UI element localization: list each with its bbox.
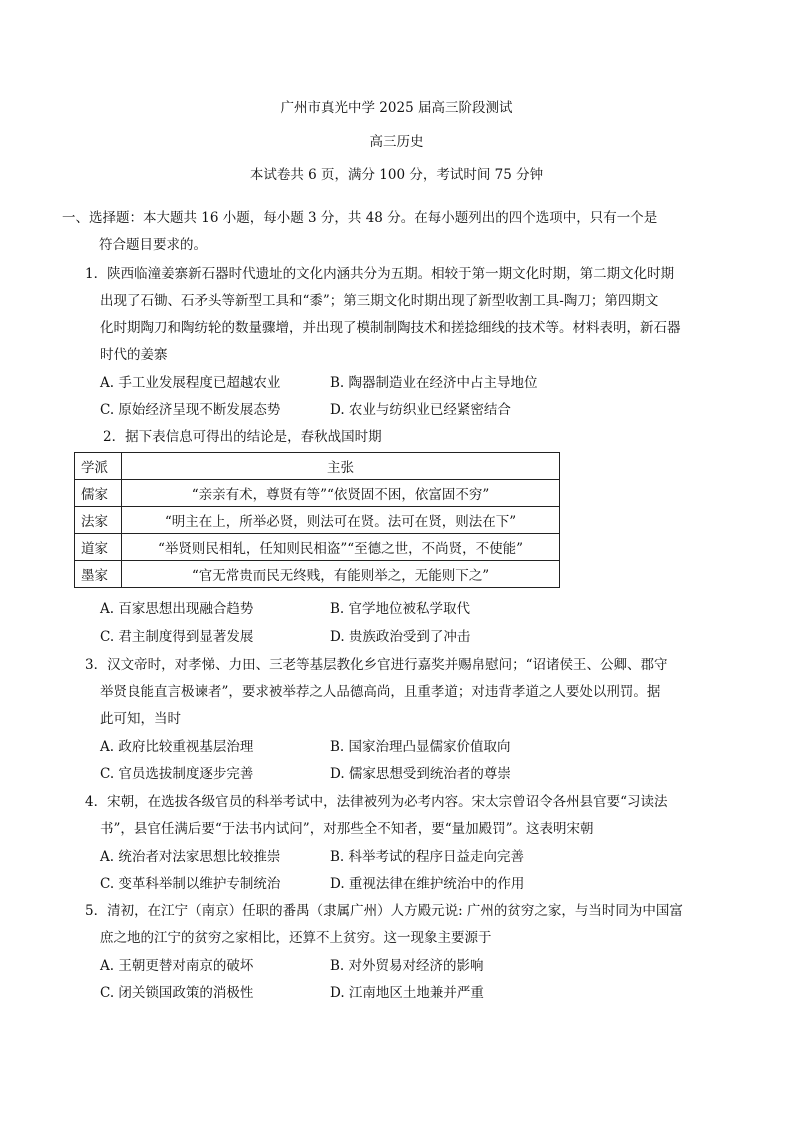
q3-option-a[interactable]: A. 政府比较重视基层治理: [100, 739, 254, 755]
q5-option-a[interactable]: A. 王朝更替对南京的破坏: [100, 958, 254, 974]
q5-option-b[interactable]: B. 对外贸易对经济的影响: [330, 958, 484, 974]
q3-stem-line: 此可知，当时: [100, 711, 181, 727]
table-row: [75, 561, 560, 588]
q4-option-d[interactable]: D. 重视法律在维护统治中的作用: [330, 876, 525, 892]
table-header-cell: 主张: [122, 453, 560, 480]
table-row: [75, 480, 560, 507]
q1-option-c[interactable]: C. 原始经济呈现不断发展态势: [100, 402, 281, 418]
q4-option-a[interactable]: A. 统治者对法家思想比较推崇: [100, 849, 281, 865]
section-heading: 一、选择题：本大题共 16 小题，每小题 3 分，共 48 分。在每小题列出的四个选项中，只有一个是: [62, 210, 658, 226]
q3-option-c[interactable]: C. 官员选拔制度逐步完善: [100, 766, 254, 782]
q2-option-c[interactable]: C. 君主制度得到显著发展: [100, 629, 254, 645]
q5-option-d[interactable]: D. 江南地区土地兼并严重: [330, 985, 484, 1001]
q1-stem-line: 出现了石锄、石矛头等新型工具和“黍”；第三期文化时期出现了新型收割工具-陶刀；第四期文: [100, 293, 659, 309]
q1-stem-line: 化时期陶刀和陶纺轮的数量骤增，并出现了模制制陶技术和搓捻细线的技术等。材料表明，新石器: [100, 320, 681, 336]
q1-option-d[interactable]: D. 农业与纺织业已经紧密结合: [330, 402, 511, 418]
q4-stem-line: 书”，县官任满后要“于法书内试问”，对那些全不知者，要“量加殿罚”。这表明宋朝: [100, 821, 594, 837]
q5-stem-line: 5．清初，在江宁（南京）任职的番禺（隶属广州）人方殿元说: 广州的贫穷之家，与当时同为中国富: [85, 903, 683, 919]
q1-stem-line: 时代的姜寨: [100, 347, 168, 363]
table-cell-school: 道家: [75, 534, 122, 561]
q4-option-b[interactable]: B. 科举考试的程序日益走向完善: [330, 849, 525, 865]
table-cell-claim: “官无常贵而民无终贱，有能则举之，无能则下之”: [122, 561, 560, 588]
exam-subject: 高三历史: [369, 134, 424, 150]
q2-option-d[interactable]: D. 贵族政治受到了冲击: [330, 629, 471, 645]
schools-table: [74, 452, 560, 588]
table-cell-school: 儒家: [75, 480, 122, 507]
table-cell-claim: “举贤则民相轧，任知则民相盗”“至德之世，不尚贤，不使能”: [122, 534, 560, 561]
q3-option-b[interactable]: B. 国家治理凸显儒家价值取向: [330, 739, 511, 755]
table-cell-claim: “亲亲有术，尊贤有等”“依贤固不困，依富固不穷”: [122, 480, 560, 507]
exam-info: 本试卷共 6 页，满分 100 分，考试时间 75 分钟: [249, 167, 544, 183]
q1-option-b[interactable]: B. 陶器制造业在经济中占主导地位: [330, 375, 538, 391]
q1-stem-line: 1．陕西临潼姜寨新石器时代遗址的文化内涵共分为五期。相较于第一期文化时期，第二期文化时期: [85, 266, 675, 282]
table-row: [75, 534, 560, 561]
q1-option-a[interactable]: A. 手工业发展程度已超越农业: [100, 375, 281, 391]
q3-option-d[interactable]: D. 儒家思想受到统治者的尊崇: [330, 766, 511, 782]
table-row: [75, 507, 560, 534]
q5-stem-line: 庶之地的江宁的贫穷之家相比，还算不上贫穷。这一现象主要源于: [100, 930, 492, 946]
table-header-cell: 学派: [75, 453, 122, 480]
table-header-row: [75, 453, 560, 480]
q5-option-c[interactable]: C. 闭关锁国政策的消极性: [100, 985, 254, 1001]
table-cell-school: 墨家: [75, 561, 122, 588]
exam-title: 广州市真光中学 2025 届高三阶段测试: [280, 100, 513, 116]
q2-stem: 2．据下表信息可得出的结论是，春秋战国时期: [103, 429, 382, 445]
table-cell-claim: “明主在上，所举必贤，则法可在贤。法可在贤，则法在下”: [122, 507, 560, 534]
q2-option-b[interactable]: B. 官学地位被私学取代: [330, 601, 471, 617]
q4-stem-line: 4．宋朝，在选拔各级官员的科举考试中，法律被列为必考内容。宋太宗曾诏令各州县官要“习读法: [85, 794, 668, 810]
q3-stem-line: 举贤良能直言极谏者”，要求被举荐之人品德高尚，且重孝道；对违背孝道之人要处以刑罚。据: [100, 684, 661, 700]
q2-option-a[interactable]: A. 百家思想出现融合趋势: [100, 601, 254, 617]
section-heading-cont: 符合题目要求的。: [99, 237, 207, 253]
table-cell-school: 法家: [75, 507, 122, 534]
q4-option-c[interactable]: C. 变革科举制以维护专制统治: [100, 876, 281, 892]
q3-stem-line: 3．汉文帝时，对孝悌、力田、三老等基层教化乡官进行嘉奖并赐帛慰问；“诏诸侯王、公卿、郡守: [85, 657, 668, 673]
